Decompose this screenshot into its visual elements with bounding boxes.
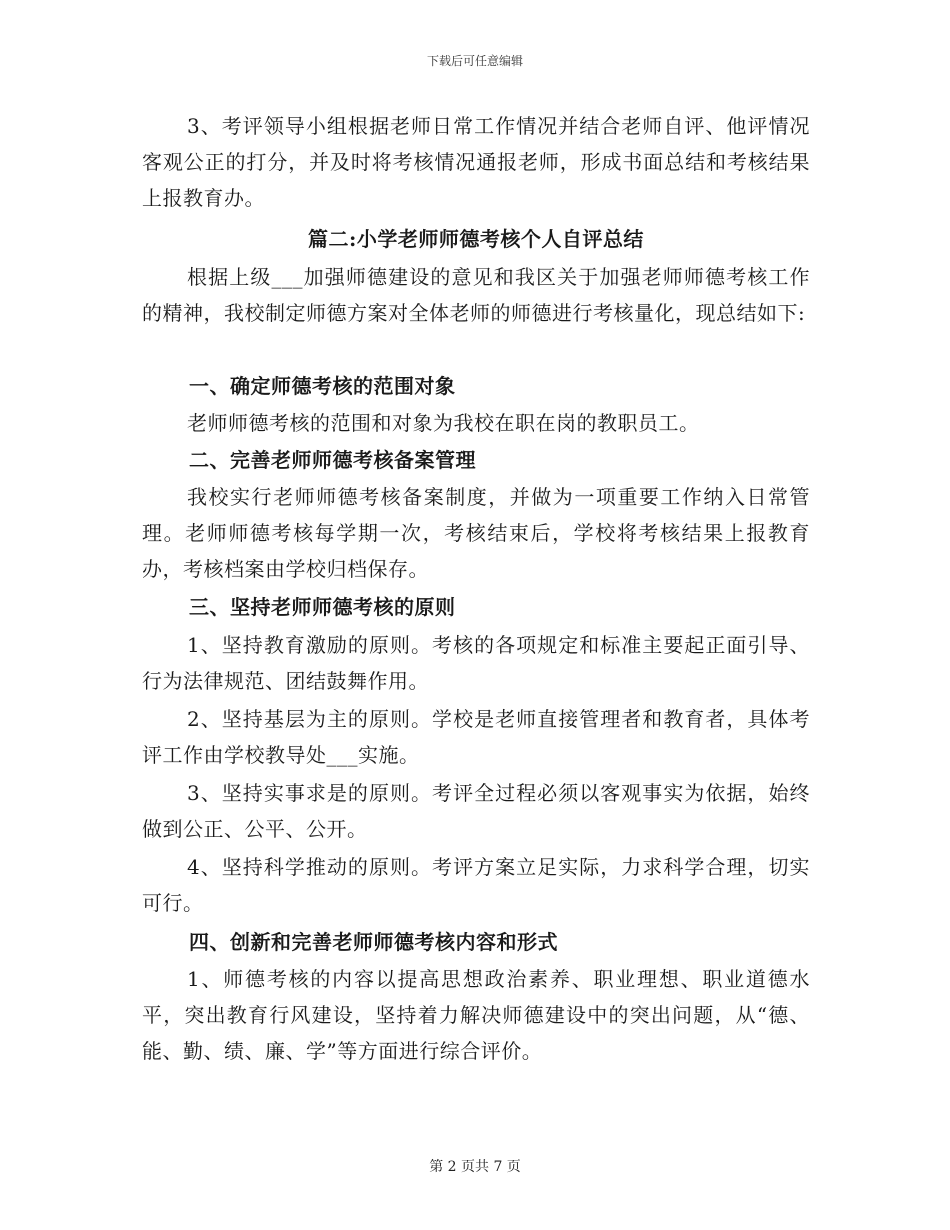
page-header: 下载后可任意编辑 [426, 54, 523, 68]
paragraph-principle-2: 2、坚持基层为主的原则。学校是老师直接管理者和教育者，具体考评工作由学校教导处___实施。 [142, 707, 810, 767]
heading-principles: 三、坚持老师师德考核的原则 [189, 595, 456, 619]
section-title: 篇二:小学老师师德考核个人自评总结 [308, 227, 644, 251]
paragraph-principle-3: 3、坚持实事求是的原则。考评全过程必须以客观事实为依据，始终做到公正、公平、公开。 [142, 781, 810, 841]
paragraph-principle-4: 4、坚持科学推动的原则。考评方案立足实际，力求科学合理，切实可行。 [142, 855, 810, 915]
paragraph-scope: 老师师德考核的范围和对象为我校在职在岗的教职员工。 [187, 411, 700, 435]
paragraph-evaluation-report: 3、考评领导小组根据老师日常工作情况并结合老师自评、他评情况客观公正的打分，并及时将考核情况通报老师，形成书面总结和考核结果上报教育办。 [142, 114, 810, 210]
paragraph-intro: 根据上级___加强师德建设的意见和我区关于加强老师师德考核工作的精神，我校制定师德方案对全体老师的师德进行考核量化，现总结如下: [142, 265, 810, 325]
heading-record-management: 二、完善老师师德考核备案管理 [189, 448, 476, 472]
heading-content-form: 四、创新和完善老师师德考核内容和形式 [189, 930, 558, 954]
page-footer: 第 2 页共 7 页 [429, 1159, 521, 1175]
heading-scope: 一、确定师德考核的范围对象 [189, 374, 456, 398]
paragraph-content-form: 1、师德考核的内容以提高思想政治素养、职业理想、职业道德水平，突出教育行风建设，坚持着力解决师德建设中的突出问题，从“德、能、勤、绩、廉、学”等方面进行综合评价。 [142, 967, 810, 1063]
paragraph-principle-1: 1、坚持教育激励的原则。考核的各项规定和标准主要起正面引导、行为法律规范、团结鼓舞作用。 [142, 633, 810, 693]
paragraph-record-management: 我校实行老师师德考核备案制度，并做为一项重要工作纳入日常管理。老师师德考核每学期一次，考核结束后，学校将考核结果上报教育办，考核档案由学校归档保存。 [142, 485, 810, 581]
